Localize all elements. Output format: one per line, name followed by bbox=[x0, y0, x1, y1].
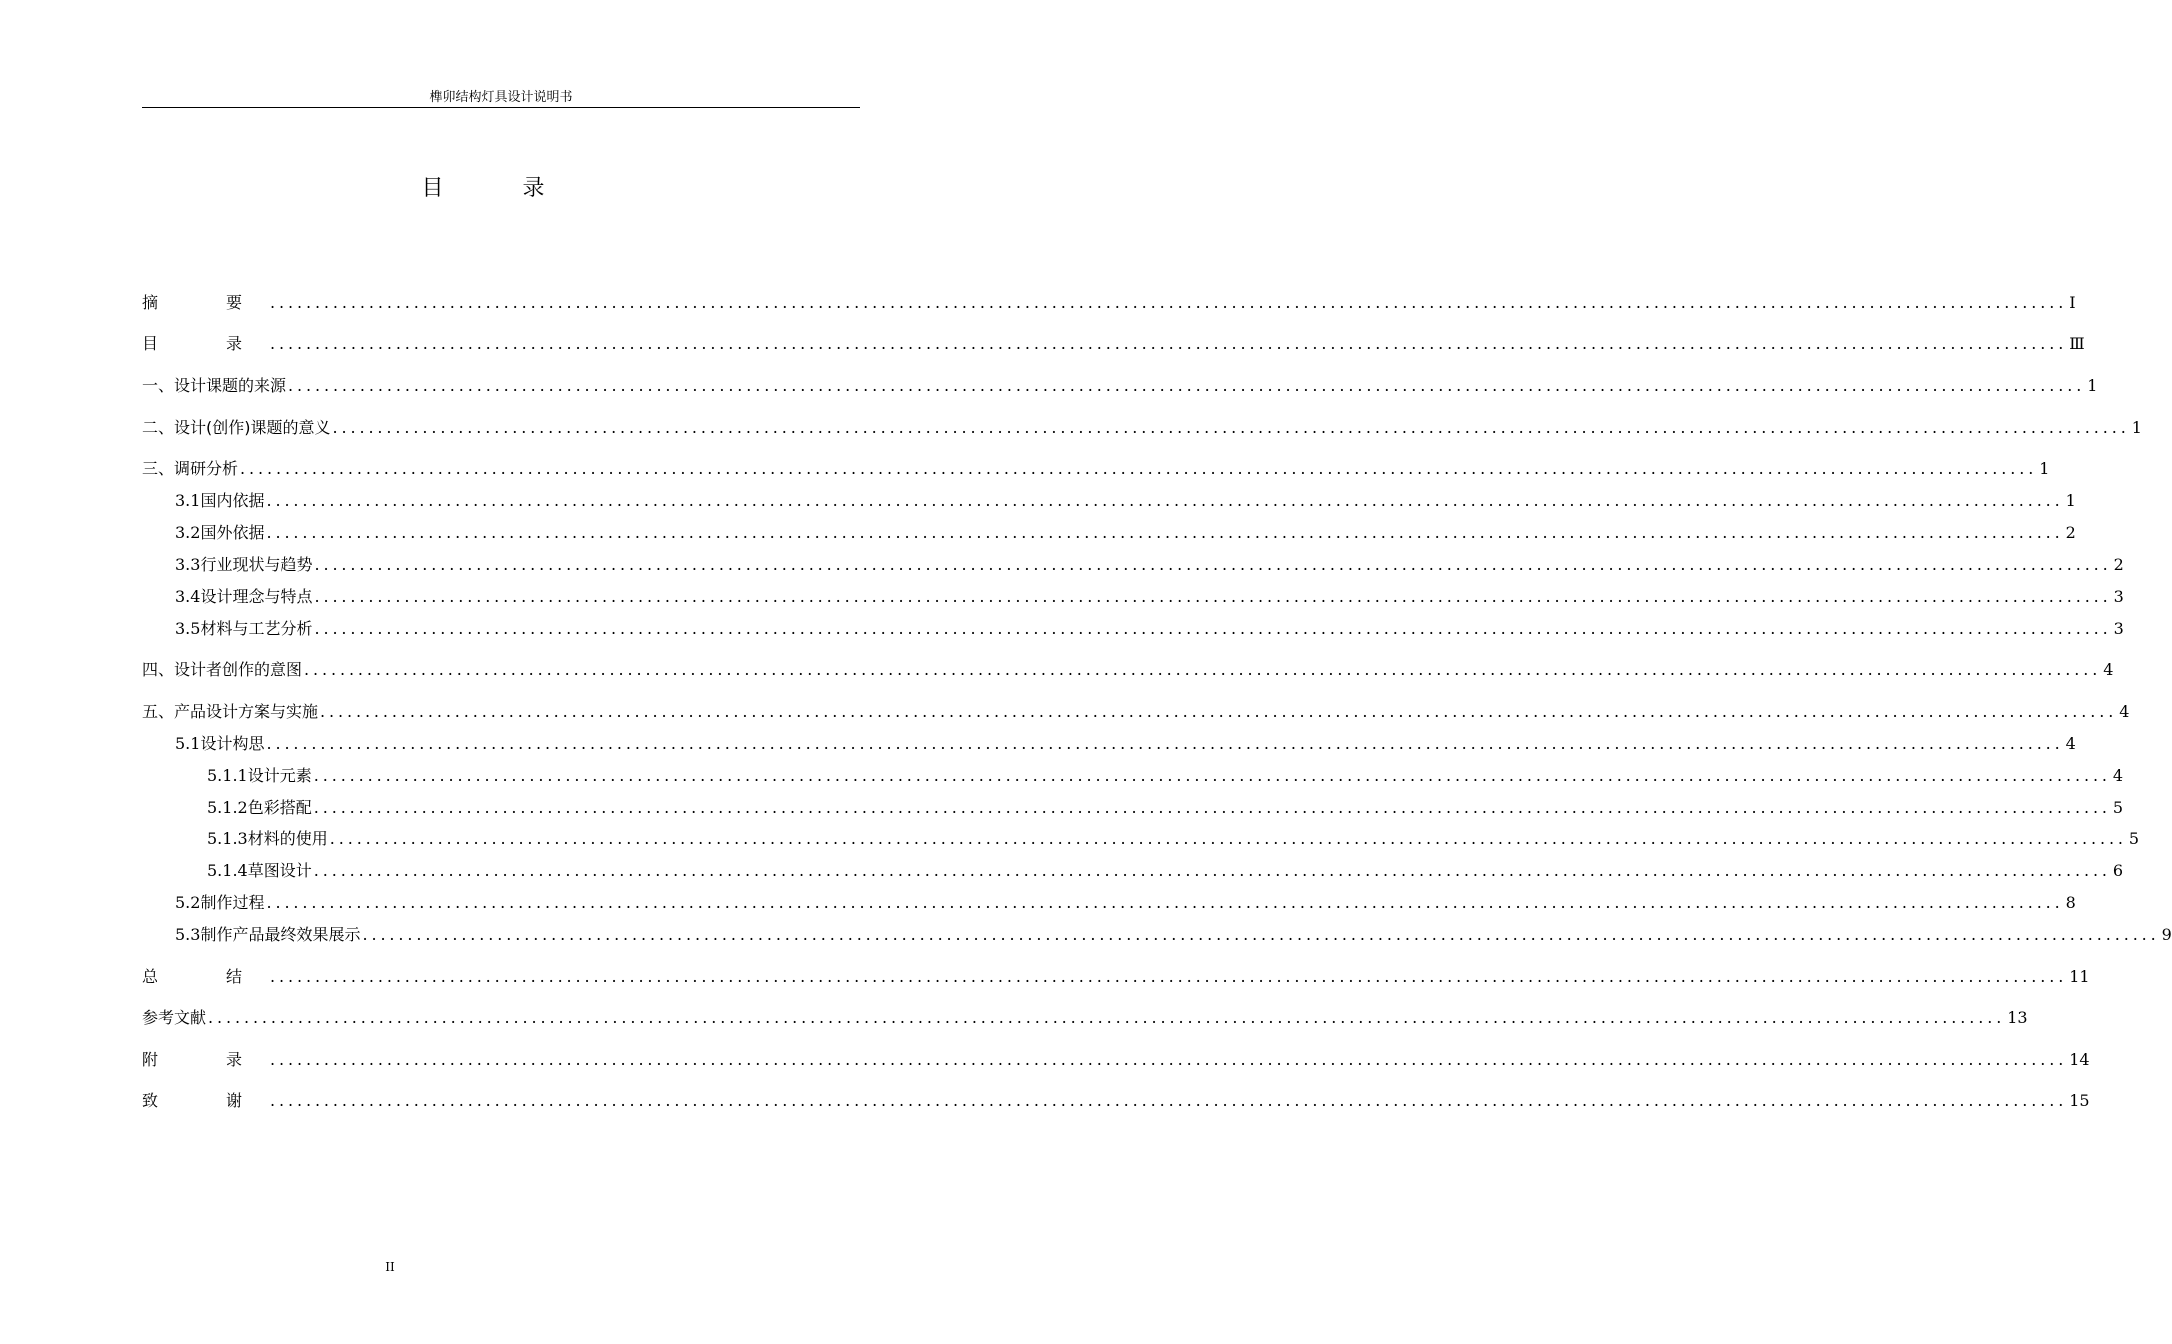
toc-entry-label: 设计理念与特点 bbox=[200, 587, 313, 606]
toc-entry[interactable] bbox=[142, 292, 2076, 314]
toc-entry-label: 总 结 bbox=[142, 967, 269, 986]
toc-entry-label: 材料的使用 bbox=[247, 829, 328, 848]
toc-entry-label: 国内依据 bbox=[200, 491, 265, 510]
toc-leader-dots: ........................................................................................................................................................................................................ bbox=[270, 967, 2068, 986]
toc-entry-page: 3 bbox=[2113, 619, 2124, 638]
toc-entry-page: 3 bbox=[2113, 587, 2124, 606]
toc-leader-dots: ........................................................................................................................................................................................................ bbox=[266, 491, 2064, 510]
toc-entry-label: 草图设计 bbox=[247, 861, 312, 880]
toc-entry-page: Ⅲ bbox=[2069, 334, 2085, 353]
toc-entry[interactable] bbox=[175, 522, 2076, 544]
toc-entry-number: 3.5 bbox=[175, 619, 201, 638]
toc-entry[interactable] bbox=[207, 765, 2124, 787]
toc-entry-page: 6 bbox=[2112, 861, 2124, 880]
toc-entry[interactable] bbox=[142, 966, 2090, 988]
toc-entry-number: 3.2 bbox=[175, 523, 201, 542]
toc-leader-dots: ........................................................................................................................................................................................................ bbox=[270, 1091, 2068, 1110]
toc-entry[interactable] bbox=[142, 659, 2114, 681]
toc-entry-page: 4 bbox=[2112, 766, 2124, 785]
toc-leader-dots: ........................................................................................................................................................................................................ bbox=[266, 523, 2064, 542]
toc-entry[interactable] bbox=[142, 333, 2085, 355]
toc-entry-number: 5.1.2 bbox=[207, 798, 248, 817]
toc-entry-page: 1 bbox=[2131, 418, 2142, 437]
toc-entry[interactable] bbox=[142, 1049, 2090, 1071]
toc-entry[interactable] bbox=[207, 860, 2124, 882]
toc-leader-dots: ........................................................................................................................................................................................................ bbox=[270, 1050, 2068, 1069]
toc-leader-dots: ........................................................................................................................................................................................................ bbox=[362, 925, 2160, 944]
running-header-title: 榫卯结构灯具设计说明书 bbox=[429, 90, 573, 105]
toc-entry-label: 一、设计课题的来源 bbox=[142, 376, 287, 395]
toc-entry-page: 9 bbox=[2161, 925, 2172, 944]
toc-leader-dots: ........................................................................................................................................................................................................ bbox=[240, 459, 2038, 478]
toc-entry-label: 制作过程 bbox=[200, 893, 265, 912]
toc-entry-label: 附 录 bbox=[142, 1050, 269, 1069]
toc-entry[interactable] bbox=[175, 490, 2076, 512]
toc-entry[interactable] bbox=[175, 892, 2076, 914]
toc-title: 目 录 bbox=[421, 176, 581, 201]
toc-leader-dots: ........................................................................................................................................................................................................ bbox=[313, 861, 2111, 880]
toc-leader-dots: ........................................................................................................................................................................................................ bbox=[266, 893, 2064, 912]
toc-entry-number: 3.1 bbox=[175, 491, 201, 510]
toc-entry[interactable] bbox=[207, 828, 2140, 850]
toc-entry[interactable] bbox=[142, 417, 2142, 439]
toc-entry[interactable] bbox=[175, 924, 2172, 946]
toc-entry-page: 13 bbox=[2007, 1008, 2028, 1027]
toc-entry-page: 14 bbox=[2069, 1050, 2090, 1069]
toc-entry-page: I bbox=[2069, 293, 2076, 312]
toc-leader-dots: ........................................................................................................................................................................................................ bbox=[314, 619, 2112, 638]
toc-entry-label: 目 录 bbox=[142, 334, 269, 353]
toc-leader-dots: ........................................................................................................................................................................................................ bbox=[266, 734, 2064, 753]
toc-leader-dots: ........................................................................................................................................................................................................ bbox=[304, 660, 2102, 679]
toc-entry-label: 制作产品最终效果展示 bbox=[200, 925, 361, 944]
toc-entry-page: 1 bbox=[2039, 459, 2050, 478]
toc-entry-number: 3.4 bbox=[175, 587, 201, 606]
toc-entry-number: 3.3 bbox=[175, 555, 201, 574]
toc-leader-dots: ........................................................................................................................................................................................................ bbox=[332, 418, 2130, 437]
toc-entry-number: 5.1.4 bbox=[207, 861, 248, 880]
toc-entry-page: 4 bbox=[2103, 660, 2114, 679]
toc-entry-label: 五、产品设计方案与实施 bbox=[142, 702, 319, 721]
toc-entry-label: 参考文献 bbox=[142, 1008, 207, 1027]
toc-entry-page: 4 bbox=[2065, 734, 2076, 753]
toc-entry[interactable] bbox=[142, 458, 2050, 480]
toc-leader-dots: ........................................................................................................................................................................................................ bbox=[314, 587, 2112, 606]
toc-leader-dots: ........................................................................................................................................................................................................ bbox=[313, 766, 2111, 785]
toc-entry-label: 四、设计者创作的意图 bbox=[142, 660, 303, 679]
toc-entry-page: 15 bbox=[2069, 1091, 2090, 1110]
toc-entry-page: 4 bbox=[2119, 702, 2130, 721]
toc-leader-dots: ........................................................................................................................................................................................................ bbox=[270, 293, 2068, 312]
toc-entry-label: 致 谢 bbox=[142, 1091, 269, 1110]
toc-entry-page: 8 bbox=[2065, 893, 2076, 912]
toc-entry-number: 5.1.1 bbox=[207, 766, 248, 785]
toc-entry-number: 5.3 bbox=[175, 925, 201, 944]
toc-entry-label: 色彩搭配 bbox=[247, 798, 312, 817]
toc-entry[interactable] bbox=[142, 701, 2130, 723]
toc-entry[interactable] bbox=[175, 733, 2076, 755]
toc-entry[interactable] bbox=[142, 1090, 2090, 1112]
toc-entry-label: 设计元素 bbox=[247, 766, 312, 785]
toc-entry-page: 5 bbox=[2112, 798, 2124, 817]
toc-entry-page: 1 bbox=[2087, 376, 2098, 395]
toc-leader-dots: ........................................................................................................................................................................................................ bbox=[270, 334, 2068, 353]
toc-entry[interactable] bbox=[175, 554, 2124, 576]
toc-entry-number: 5.1 bbox=[175, 734, 201, 753]
toc-entry-label: 国外依据 bbox=[200, 523, 265, 542]
toc-entry-label: 设计构思 bbox=[200, 734, 265, 753]
toc-entry[interactable] bbox=[175, 586, 2124, 608]
toc-leader-dots: ........................................................................................................................................................................................................ bbox=[313, 798, 2111, 817]
toc-entry-label: 二、设计(创作)课题的意义 bbox=[142, 418, 331, 437]
toc-entry-page: 2 bbox=[2113, 555, 2124, 574]
page-number: II bbox=[385, 1260, 395, 1274]
toc-leader-dots: ........................................................................................................................................................................................................ bbox=[288, 376, 2086, 395]
toc-leader-dots: ........................................................................................................................................................................................................ bbox=[314, 555, 2112, 574]
toc-leader-dots: ........................................................................................................................................................................................................ bbox=[320, 702, 2118, 721]
toc-entry-number: 5.1.3 bbox=[207, 829, 248, 848]
toc-entry[interactable] bbox=[142, 375, 2098, 397]
toc-entry-label: 摘 要 bbox=[142, 293, 269, 312]
toc-entry-page: 11 bbox=[2069, 967, 2090, 986]
header-rule bbox=[142, 107, 860, 108]
toc-entry[interactable] bbox=[175, 618, 2124, 640]
toc-entry[interactable] bbox=[207, 797, 2124, 819]
toc-entry-label: 三、调研分析 bbox=[142, 459, 239, 478]
toc-leader-dots: ........................................................................................................................................................................................................ bbox=[208, 1008, 2006, 1027]
toc-leader-dots: ........................................................................................................................................................................................................ bbox=[329, 829, 2127, 848]
toc-entry-label: 行业现状与趋势 bbox=[200, 555, 313, 574]
toc-entry-page: 5 bbox=[2128, 829, 2140, 848]
toc-entry-page: 1 bbox=[2065, 491, 2076, 510]
toc-entry-number: 5.2 bbox=[175, 893, 201, 912]
toc-entry-page: 2 bbox=[2065, 523, 2076, 542]
toc-entry[interactable] bbox=[142, 1007, 2028, 1029]
toc-entry-label: 材料与工艺分析 bbox=[200, 619, 313, 638]
